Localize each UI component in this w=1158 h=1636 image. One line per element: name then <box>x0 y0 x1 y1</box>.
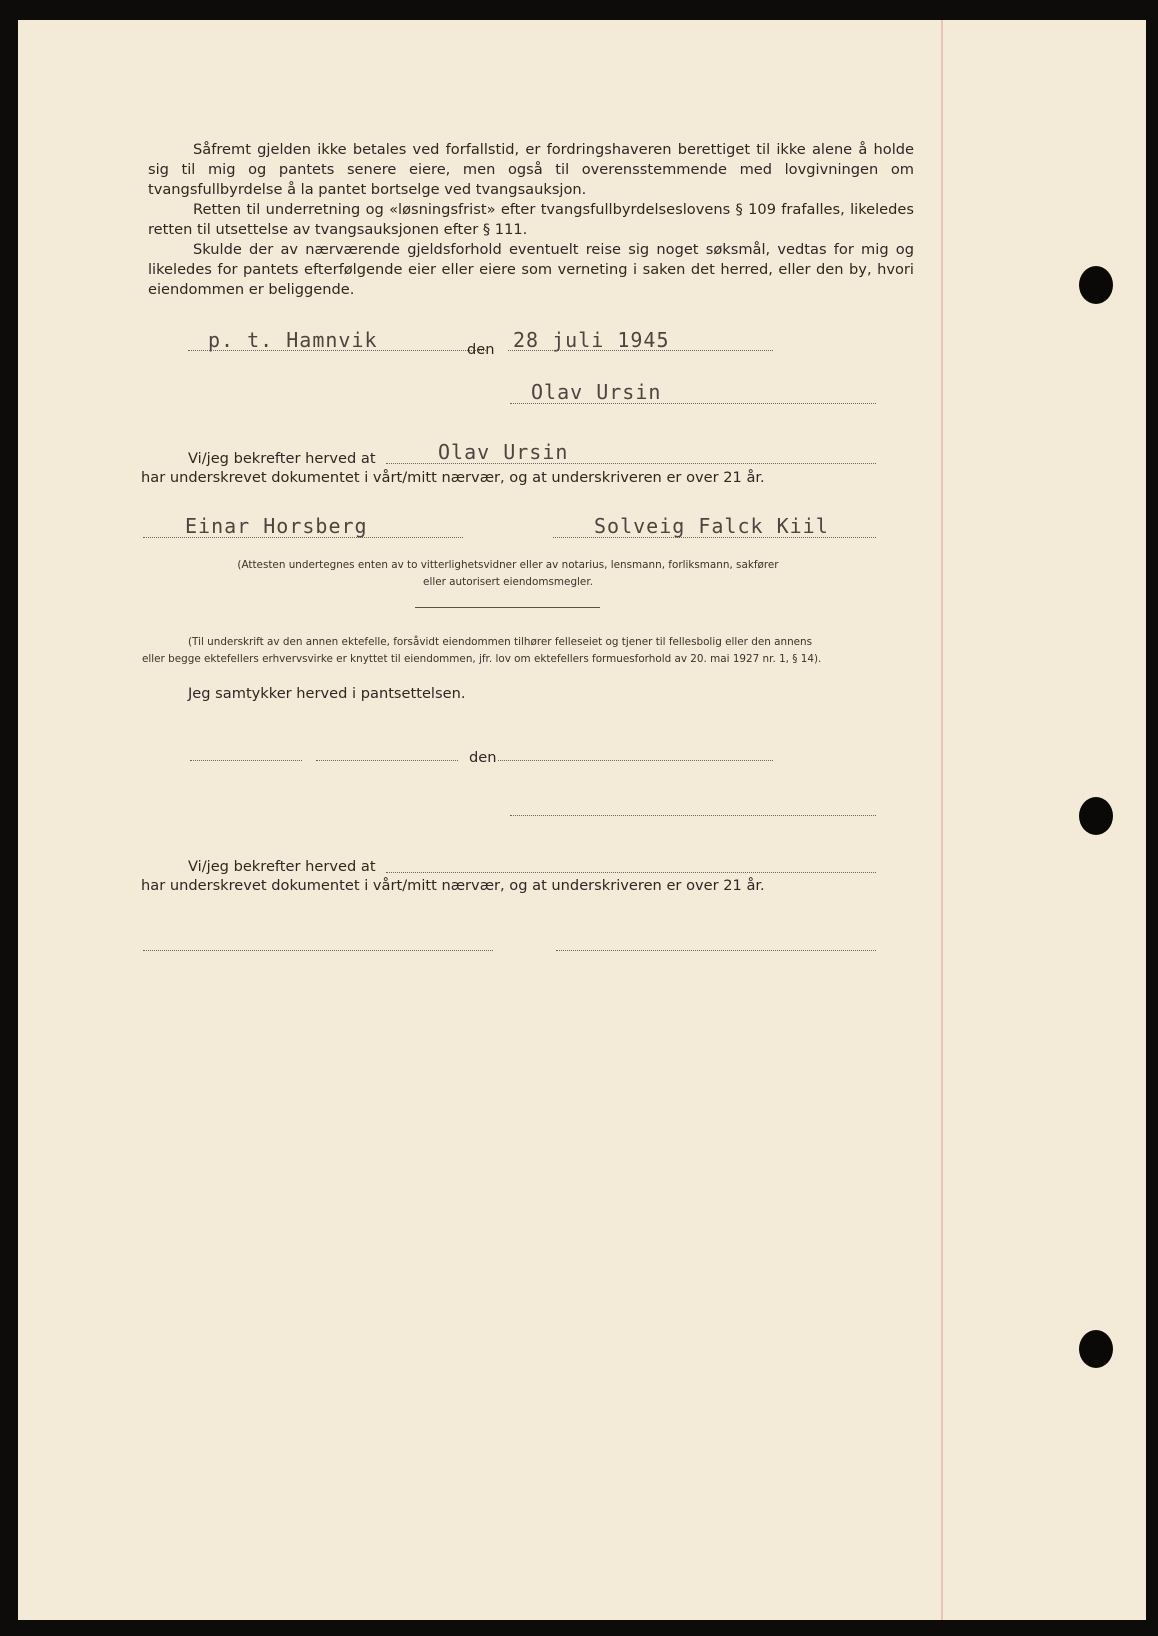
attestation-note-line2: eller autorisert eiendomsmegler. <box>423 576 593 588</box>
punch-hole <box>1079 797 1113 835</box>
confirm-label-2: Vi/jeg bekrefter herved at <box>188 858 376 875</box>
blank-date-line <box>498 760 773 761</box>
place-line <box>188 350 488 351</box>
signature-field: Olav Ursin <box>531 380 662 404</box>
divider <box>415 607 600 608</box>
spouse-note-line1: (Til underskrift av den annen ektefelle, forsåvidt eiendommen tilhører felleseiet og tjener til fellesbolig eller den annens <box>188 636 813 648</box>
clause-forfallstid: Såfremt gjelden ikke betales ved forfallstid, er fordringshaveren berettiget til ikke alene å holde sig til mig og pantets senere eiere, men også til overensstemmende med lovgivningen om tvangsfullbyrdelse å la pantet bortselge ved tvangsauksjon. <box>148 141 914 198</box>
confirm-label: Vi/jeg bekrefter herved at <box>188 450 376 467</box>
blank-witness2-line <box>556 950 876 951</box>
blank-place-line-2 <box>316 760 458 761</box>
punch-hole <box>1079 266 1113 304</box>
date-line <box>508 350 773 351</box>
document-page <box>18 20 1146 1620</box>
punch-hole <box>1079 1330 1113 1368</box>
spouse-note-line2: eller begge ektefellers erhvervsvirke er knyttet til eiendommen, jfr. lov om ektefellers formuesforhold av 20. mai 1927 nr. 1, § 14). <box>142 653 822 665</box>
signature-line <box>510 403 876 404</box>
blank-signature-line <box>510 815 876 816</box>
clause-losningsfrist: Retten til underretning og «løsningsfrist» efter tvangsfullbyrdelseslovens § 109 frafalles, likeledes retten til utsettelse av tvangsauksjonen efter § 111. <box>148 201 914 238</box>
blank-place-line <box>190 760 302 761</box>
confirm-name-line <box>386 463 876 464</box>
witness2-field: Solveig Falck Kiil <box>594 514 829 538</box>
confirm-statement: har underskrevet dokumentet i vårt/mitt nærvær, og at underskriveren er over 21 år. <box>141 469 765 486</box>
place-field: p. t. Hamnvik <box>208 328 378 352</box>
blank-confirm-name-line <box>386 872 876 873</box>
date-field: 28 juli 1945 <box>513 328 670 352</box>
consent-statement: Jeg samtykker herved i pantsettelsen. <box>188 685 466 702</box>
den-label: den <box>467 341 495 358</box>
confirm-statement-2: har underskrevet dokumentet i vårt/mitt nærvær, og at underskriveren er over 21 år. <box>141 877 765 894</box>
blank-witness1-line <box>143 950 493 951</box>
witness2-line <box>553 537 876 538</box>
attestation-note-line1: (Attesten undertegnes enten av to vitterlighetsvidner eller av notarius, lensmann, forliksmann, sakfører <box>237 559 779 571</box>
confirm-name-field: Olav Ursin <box>438 440 569 464</box>
clause-verneting: Skulde der av nærværende gjeldsforhold eventuelt reise sig noget søksmål, vedtas for mig og likeledes for pantets efterfølgende eier eller eiere som verneting i saken det herred, eller den by, hvori eiendommen er beliggende. <box>148 241 914 298</box>
witness1-line <box>143 537 463 538</box>
den-label-2: den <box>469 749 497 766</box>
witness1-field: Einar Horsberg <box>185 514 368 538</box>
margin-rule <box>941 20 943 1620</box>
